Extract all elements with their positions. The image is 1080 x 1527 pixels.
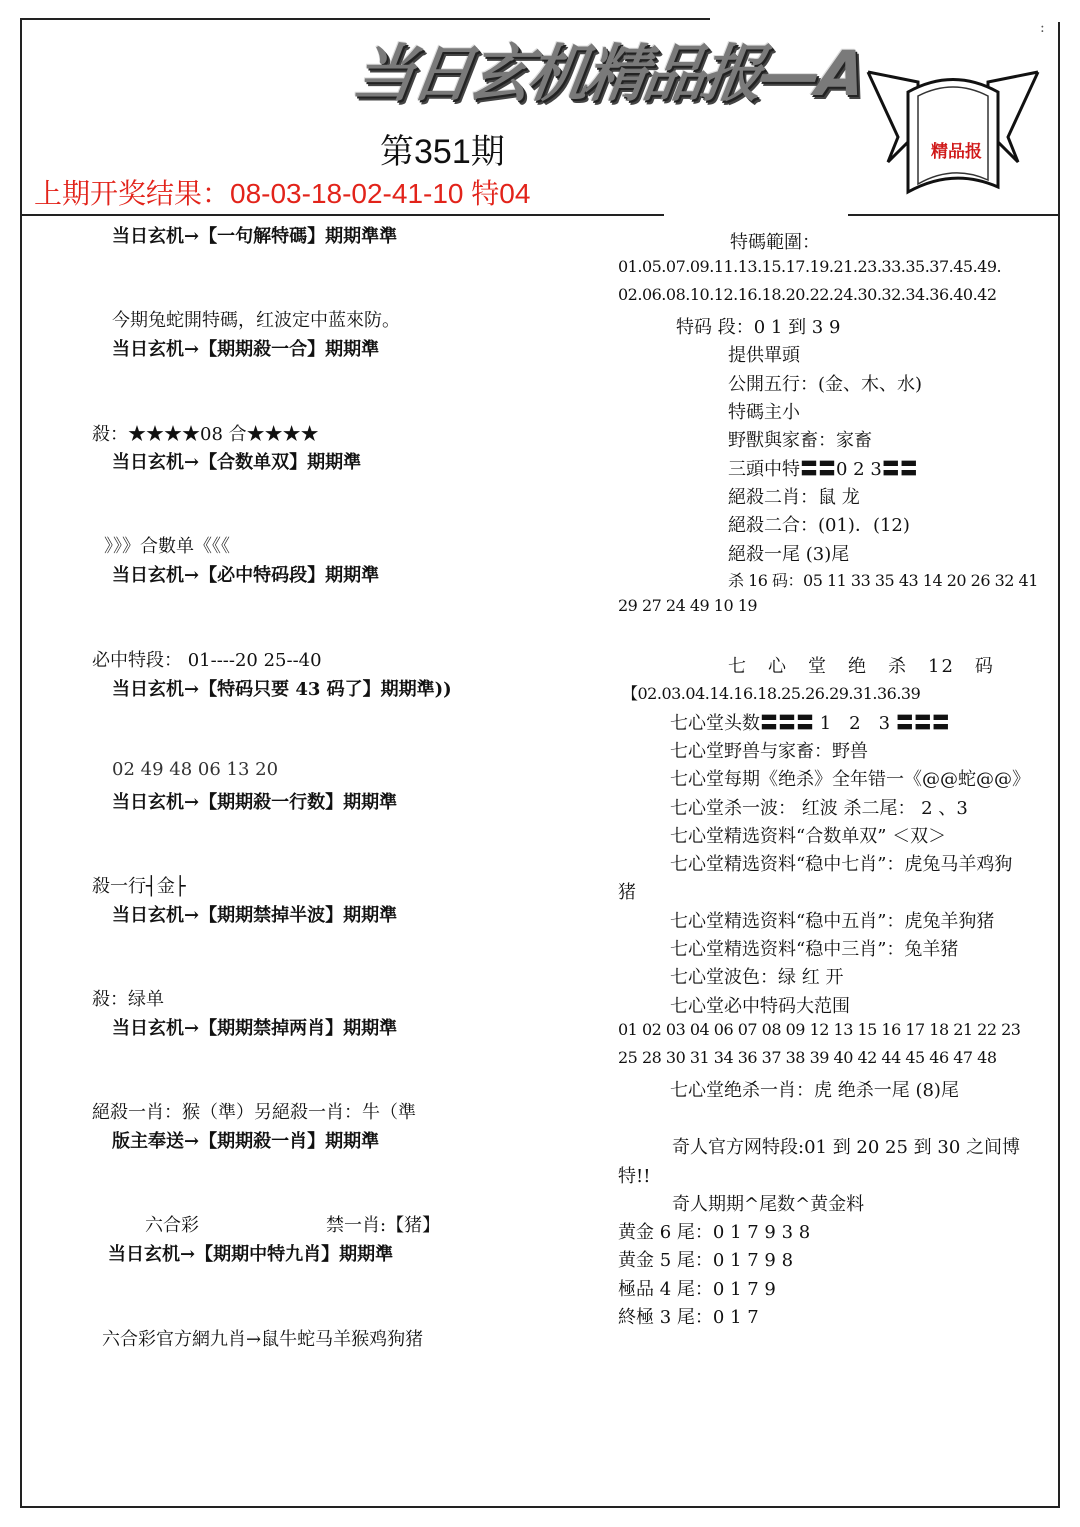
right-line-5: 提供單頭 [728,345,800,366]
right-line-24: 七心堂精选资料“稳中五肖”：虎兔羊狗猪 [670,911,995,932]
left-heading-5: 当日玄机→【特码只要 43 码了】期期準)) [112,679,452,700]
right-line-35: 黄金 5 尾：0 1 7 9 8 [618,1250,794,1271]
right-line-18: 七心堂野兽与家畜：野兽 [670,741,868,762]
right-line-15: 七 心 堂 绝 杀 12 码 [728,656,995,677]
right-line-12: 絕殺一尾 (3)尾 [728,544,850,565]
left-text-8: 絕殺一肖：猴（準）另絕殺一肖：牛（準 [92,1102,416,1123]
right-line-21: 七心堂精选资料“合数单双” ＜双＞ [670,826,947,847]
left-text-2: 殺：★★★★08 合★★★★ [92,424,319,445]
left-text-9b: 禁一肖:【猪】 [326,1215,441,1236]
right-line-25: 七心堂精选资料“稳中三肖”：兔羊猪 [670,939,959,960]
right-line-27: 七心堂必中特码大范围 [670,996,850,1017]
right-line-37: 終極 3 尾：0 1 7 [618,1307,759,1328]
right-line-6: 公開五行：(金、木、水) [728,374,923,395]
left-heading-10: 当日玄机→【期期中特九肖】期期準 [108,1244,394,1265]
logo-label: 精品报 [931,142,982,162]
right-line-11: 絕殺二合：(01)．(12) [728,515,910,536]
right-line-28: 01 02 03 04 06 07 08 09 12 13 15 16 17 18 21 22 23 [618,1020,1021,1039]
left-text-7: 殺：绿单 [92,989,164,1010]
right-line-9: 三頭中特〓〓0 2 3〓〓 [728,459,918,480]
right-line-33: 奇人期期^尾数^黄金料 [672,1194,865,1215]
right-line-32: 特!! [618,1166,651,1187]
last-draw-result: 上期开奖结果：08-03-18-02-41-10 特04 [34,178,531,209]
header-divider [20,214,664,216]
frame-gap [710,10,1060,22]
ribbon-logo-icon [858,52,1048,202]
left-heading-6: 当日玄机→【期期殺一行数】期期準 [112,792,398,813]
left-text-3: 》》》合數单《《《 [104,536,230,557]
left-heading-2: 当日玄机→【期期殺一合】期期準 [112,339,380,360]
left-text-1: 今期兔蛇開特碼，红波定中蓝來防。 [112,310,400,331]
right-line-7: 特碼主小 [728,402,800,423]
right-line-22: 七心堂精选资料“稳中七肖”：虎兔马羊鸡狗 [670,854,1013,875]
right-line-16: 【02.03.04.14.16.18.25.26.29.31.36.39 [622,684,921,703]
left-heading-8: 当日玄机→【期期禁掉两肖】期期準 [112,1018,398,1039]
right-line-36: 極品 4 尾：0 1 7 9 [618,1279,776,1300]
right-line-30: 七心堂绝杀一肖：虎 绝杀一尾 (8)尾 [670,1080,959,1101]
left-heading-3: 当日玄机→【合数单双】期期準 [112,452,362,473]
right-line-34: 黄金 6 尾：0 1 7 9 3 8 [618,1222,811,1243]
right-line-29: 25 28 30 31 34 36 37 38 39 40 42 44 45 46 47 48 [618,1048,997,1067]
right-line-17: 七心堂头数〓〓〓 1 2 3 〓〓〓 [670,713,950,734]
left-text-5: 02 49 48 06 13 20 [112,759,279,780]
left-heading-9: 版主奉送→【期期殺一肖】期期準 [112,1131,380,1152]
right-line-8: 野獸與家畜：家畜 [728,430,872,451]
right-line-10: 絕殺二肖：鼠 龙 [728,487,860,508]
left-heading-1: 当日玄机→【一句解特碼】期期準準 [112,226,398,247]
right-line-31: 奇人官方网特段:01 到 20 25 到 30 之间博 [672,1137,1021,1158]
right-line-26: 七心堂波色：绿 红 开 [670,967,844,988]
header-divider-right [848,214,1060,216]
left-text-4: 必中特段： 01----20 25--40 [92,650,322,671]
right-line-1: 特碼範圍： [730,232,820,253]
left-text-6: 殺一行┤金├ [92,876,186,897]
right-line-20: 七心堂杀一波： 红波 杀二尾： 2 、3 [670,798,968,819]
right-line-23: 猪 [618,882,636,903]
issue-number: 第351期 [380,133,505,171]
right-line-19: 七心堂每期《绝杀》全年错一《@@蛇@@》 [670,769,1030,790]
right-line-3: 02.06.08.10.12.16.18.20.22.24.30.32.34.36.40.42 [618,285,997,304]
right-line-13: 杀 16 码：05 11 33 35 43 14 20 26 32 41 [728,571,1038,590]
right-line-4: 特码 段：0 1 到 3 9 [676,317,841,338]
left-text-10: 六合彩官方網九肖→鼠牛蛇马羊猴鸡狗猪 [102,1329,424,1350]
left-text-9a: 六合彩 [145,1215,199,1236]
corner-mark: : [1040,20,1045,36]
right-line-2: 01.05.07.09.11.13.15.17.19.21.23.33.35.37.45.49. [618,257,1002,276]
left-heading-4: 当日玄机→【必中特码段】期期準 [112,565,380,586]
right-line-14: 29 27 24 49 10 19 [618,596,758,615]
banner-title: 当日玄机精品报—A [348,37,867,110]
left-heading-7: 当日玄机→【期期禁掉半波】期期準 [112,905,398,926]
